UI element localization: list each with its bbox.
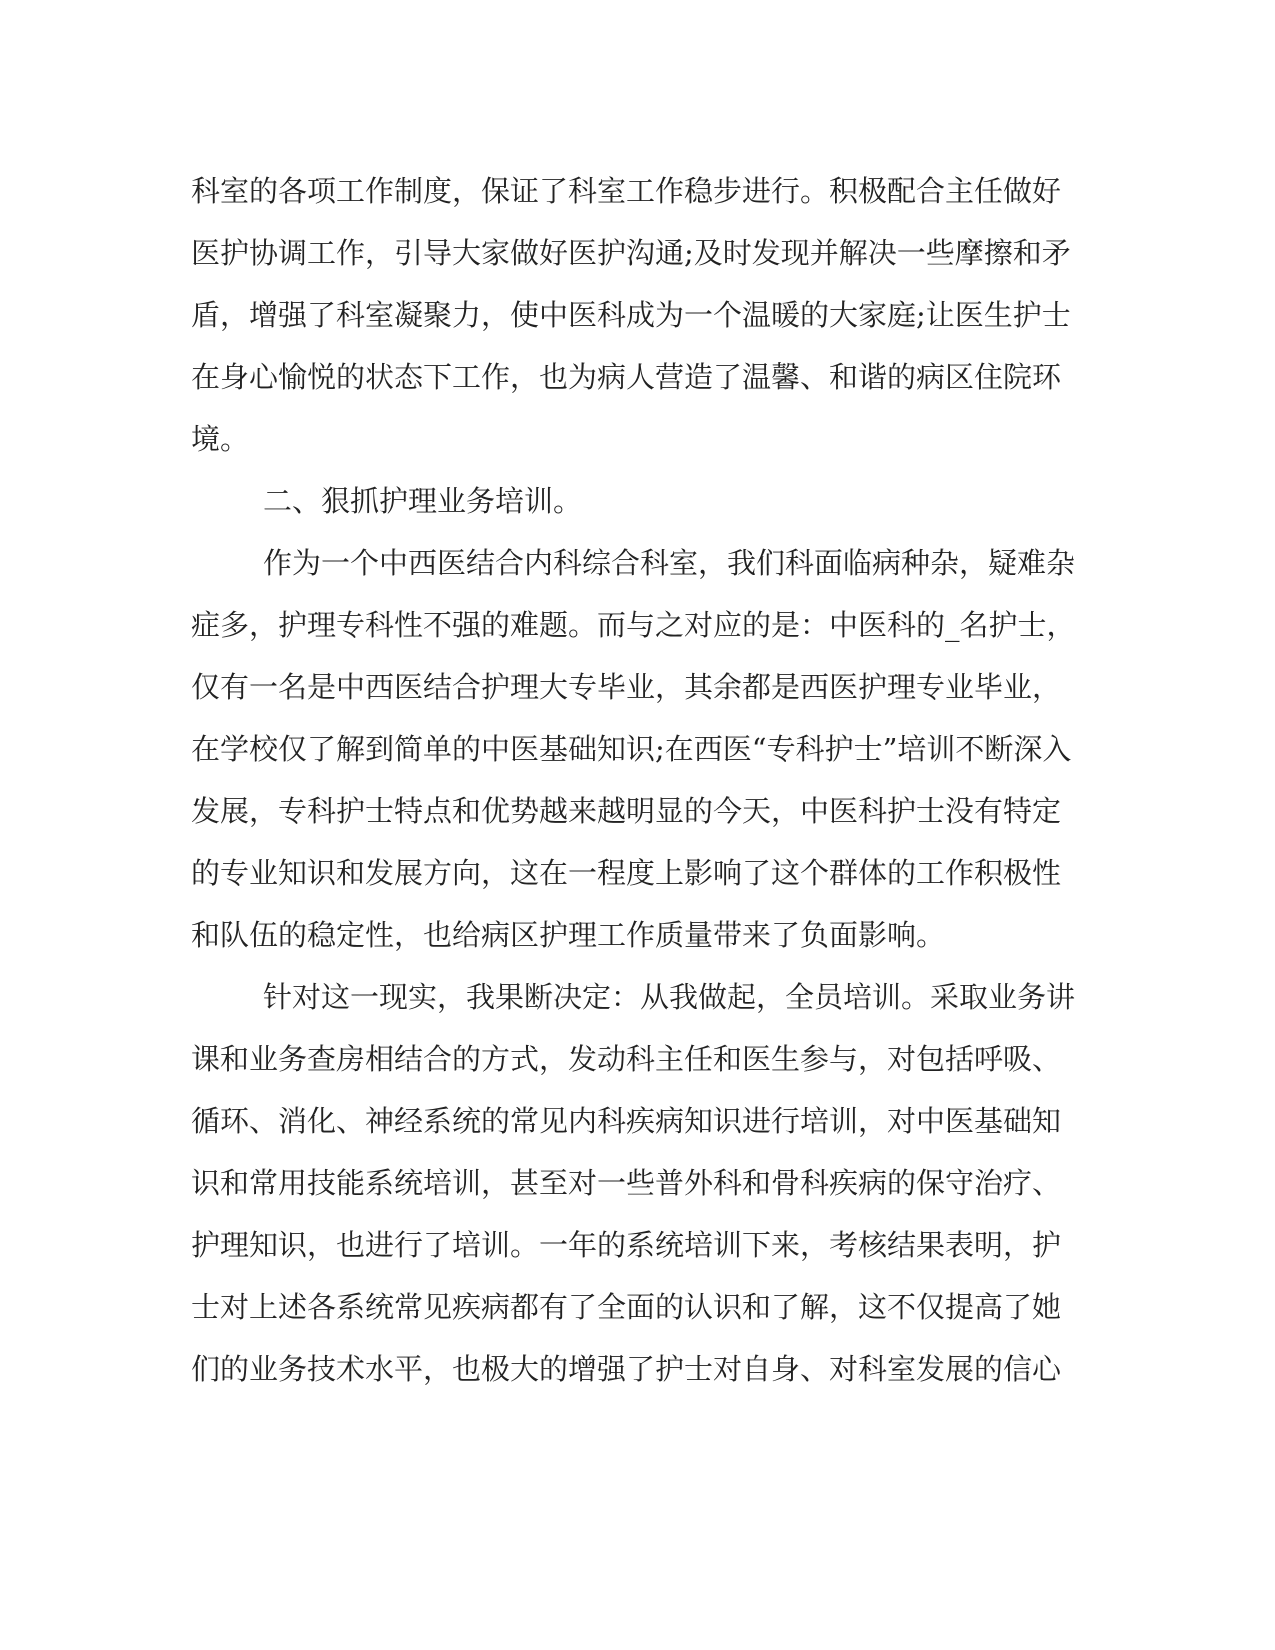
text-line: 的专业知识和发展方向，这在一程度上影响了这个群体的工作积极性 xyxy=(191,856,1062,890)
text-line: 仅有一名是中西医结合护理大专毕业，其余都是西医护理专业毕业， xyxy=(191,670,1062,704)
text-line: 症多，护理专科性不强的难题。而与之对应的是：中医科的_名护士， xyxy=(191,608,1076,642)
text-line: 境。 xyxy=(191,422,250,456)
text-line: 在学校仅了解到简单的中医基础知识;在西医“专科护士”培训不断深入 xyxy=(191,732,1072,766)
text-line: 在身心愉悦的状态下工作，也为病人营造了温馨、和谐的病区住院环 xyxy=(191,360,1062,394)
text-line: 识和常用技能系统培训，甚至对一些普外科和骨科疾病的保守治疗、 xyxy=(191,1166,1062,1200)
text-line: 护理知识，也进行了培训。一年的系统培训下来，考核结果表明，护 xyxy=(191,1228,1062,1262)
text-line: 循环、消化、神经系统的常见内科疾病知识进行培训，对中医基础知 xyxy=(191,1104,1062,1138)
text-line: 士对上述各系统常见疾病都有了全面的认识和了解，这不仅提高了她 xyxy=(191,1290,1062,1324)
text-line: 发展，专科护士特点和优势越来越明显的今天，中医科护士没有特定 xyxy=(191,794,1062,828)
text-line: 们的业务技术水平，也极大的增强了护士对自身、对科室发展的信心 xyxy=(191,1352,1062,1386)
text-line: 课和业务查房相结合的方式，发动科主任和医生参与，对包括呼吸、 xyxy=(191,1042,1062,1076)
text-line: 和队伍的稳定性，也给病区护理工作质量带来了负面影响。 xyxy=(191,918,946,952)
section-heading: 二、狠抓护理业务培训。 xyxy=(263,484,583,518)
document-body xyxy=(191,160,1091,1400)
text-line: 科室的各项工作制度，保证了科室工作稳步进行。积极配合主任做好 xyxy=(191,174,1062,208)
text-line: 医护协调工作，引导大家做好医护沟通;及时发现并解决一些摩擦和矛 xyxy=(191,236,1071,270)
text-line: 针对这一现实，我果断决定：从我做起，全员培训。采取业务讲 xyxy=(263,980,1076,1014)
text-line: 盾，增强了科室凝聚力，使中医科成为一个温暖的大家庭;让医生护士 xyxy=(191,298,1071,332)
text-line: 作为一个中西医结合内科综合科室，我们科面临病种杂，疑难杂 xyxy=(263,546,1076,580)
